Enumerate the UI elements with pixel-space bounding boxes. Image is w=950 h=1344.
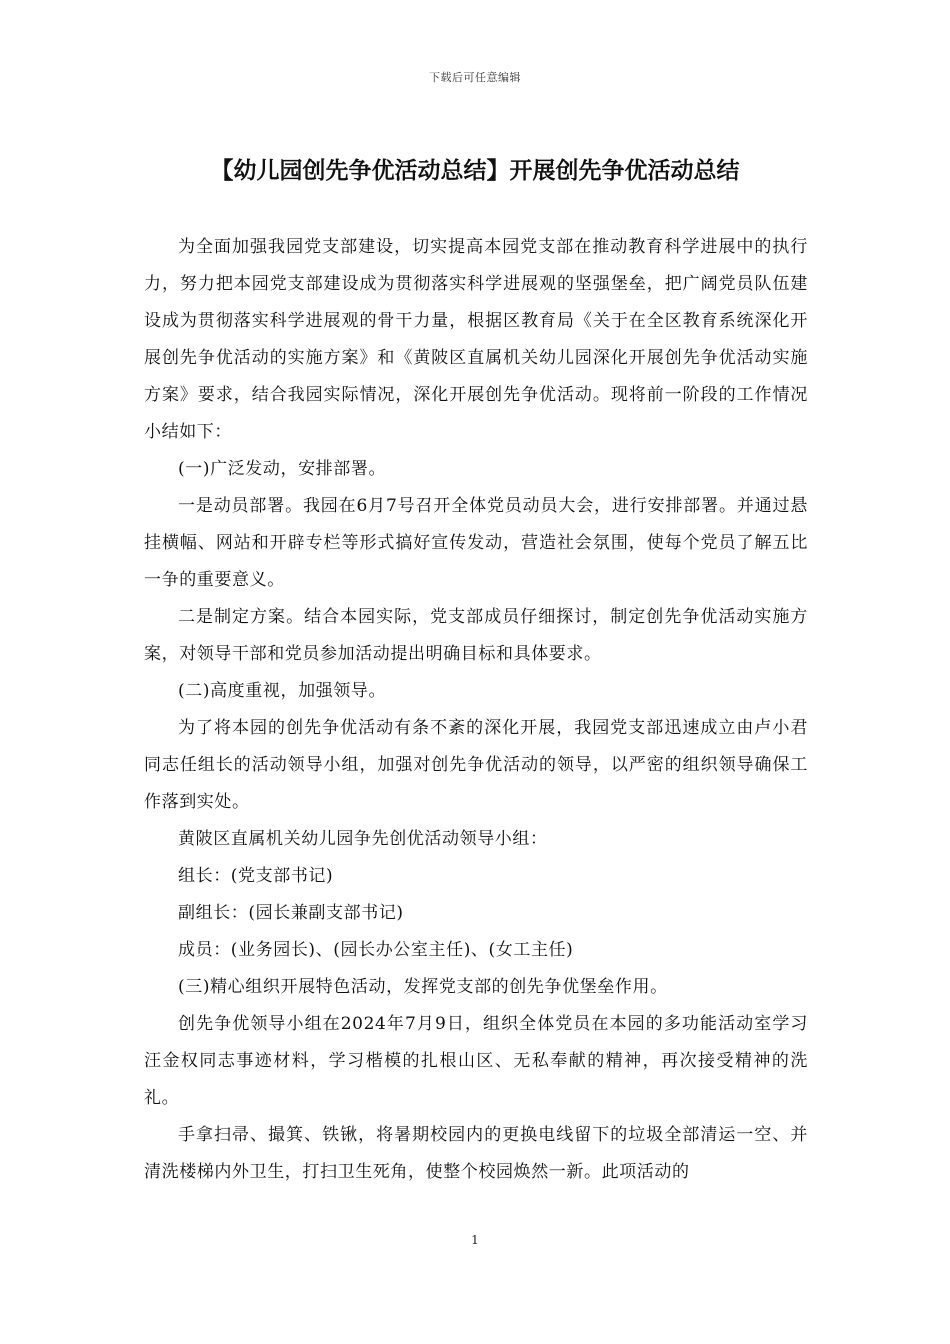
section-heading-2: (二)高度重视，加强领导。: [178, 681, 387, 701]
paragraph-group-leader: 组长：(党支部书记): [178, 866, 334, 886]
document-title: 【幼儿园创先争优活动总结】开展创先争优活动总结: [210, 158, 740, 184]
paragraph-intro: 为全面加强我园党支部建设，切实提高本园党支部在推动教育科学进展中的执行力，努力把本园党支部建设成为贯彻落实科学进展观的坚强堡垒，把广阔党员队伍建设成为贯彻落实科学进展观的骨干力量，根据区教育局《关于在全区教育系统深化开展创先争优活动的实施方案》和《黄陂区直属机关幼儿园深化开展创先争优活动实施方案》要求，结合我园实际情况，深化开展创先争优活动。现将前一阶段的工作情况小结如下：: [144, 237, 808, 442]
paragraph-members: 成员：(业务园长)、(园长办公室主任)、(女工主任): [178, 940, 574, 960]
header-note: 下载后可任意编辑: [429, 71, 521, 84]
paragraph-study-activity: 创先争优领导小组在2024年7月9日，组织全体党员在本园的多功能活动室学习汪金权同志事迹材料，学习楷模的扎根山区、无私奉献的精神，再次接受精神的洗礼。: [144, 1014, 808, 1108]
paragraph-mobilization: 一是动员部署。我园在6月7号召开全体党员动员大会，进行安排部署。并通过悬挂横幅、网站和开辟专栏等形式搞好宣传发动，营造社会氛围，使每个党员了解五比一争的重要意义。: [144, 496, 808, 590]
section-heading-3: (三)精心组织开展特色活动，发挥党支部的创先争优堡垒作用。: [178, 977, 668, 997]
page-number: 1: [471, 1233, 479, 1247]
document-body: [144, 229, 808, 1191]
paragraph-deputy-leader: 副组长：(园长兼副支部书记): [178, 903, 404, 923]
paragraph-plan: 二是制定方案。结合本园实际，党支部成员仔细探讨，制定创先争优活动实施方案，对领导干部和党员参加活动提出明确目标和具体要求。: [144, 607, 808, 664]
section-heading-1: (一)广泛发动，安排部署。: [178, 459, 387, 479]
paragraph-leadership: 为了将本园的创先争优活动有条不紊的深化开展，我园党支部迅速成立由卢小君同志任组长的活动领导小组，加强对创先争优活动的领导，以严密的组织领导确保工作落到实处。: [144, 718, 808, 812]
paragraph-cleanup-activity: 手拿扫帚、撮箕、铁锹，将暑期校园内的更换电线留下的垃圾全部清运一空、并清洗楼梯内外卫生，打扫卫生死角，使整个校园焕然一新。此项活动的: [144, 1125, 808, 1182]
paragraph-group-title: 黄陂区直属机关幼儿园争先创优活动领导小组：: [178, 829, 548, 849]
